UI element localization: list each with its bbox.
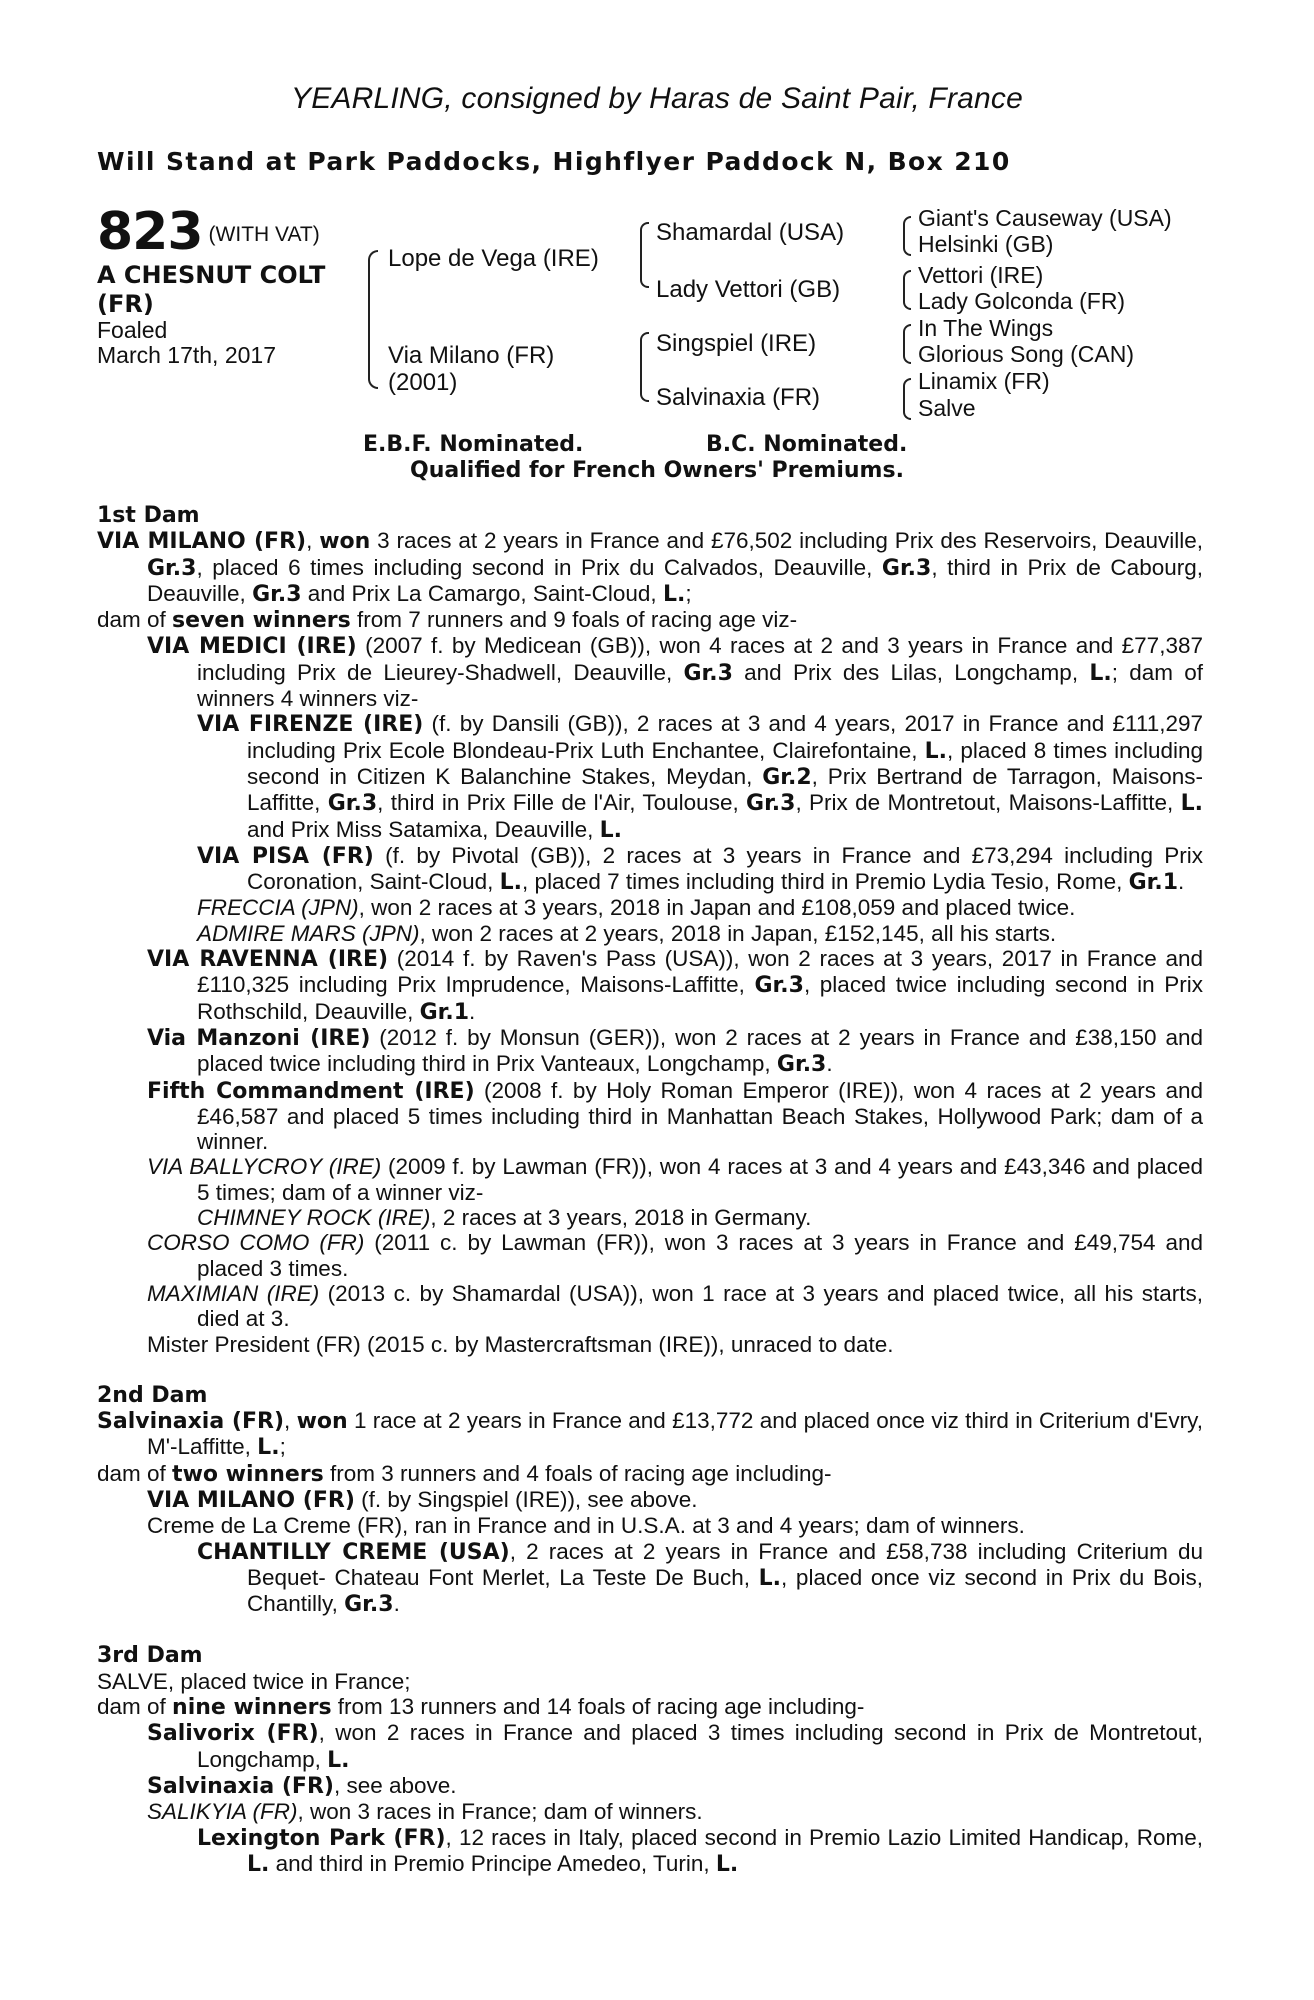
brace-g2 (903, 270, 911, 310)
pedigree-sire-dam: Lady Vettori (GB) (656, 276, 841, 303)
brace-g4 (903, 378, 911, 420)
pedigree-sire-sire: Shamardal (USA) (656, 219, 845, 246)
produce-chimney-rock: CHIMNEY ROCK (IRE), 2 races at 3 years, 2018 in Germany. (197, 1205, 812, 1231)
produce-via-ravenna: VIA RAVENNA (IRE) (2014 f. by Raven's Pass (USA)), won 2 races at 3 years, 2017 in France and £110,325 including Prix Imprudence, Maisons-Laffitte, Gr.3, placed twice including second in Prix Rothschild, Deauville, Gr.1. (147, 946, 1204, 1025)
brace-sire-dam (368, 250, 378, 389)
vat-label: (WITH VAT) (208, 223, 320, 246)
pedigree-dam: Via Milano (FR) (388, 342, 555, 369)
brace-g3 (903, 324, 911, 364)
produce-fifth-commandment: Fifth Commandment (IRE) (2008 f. by Holy Roman Emperor (IRE)), won 4 races at 2 years and £46,587 and placed 5 times including third in Manhattan Beach Stakes, Hollywood Park; dam of a winner. (147, 1077, 1203, 1155)
third-dam-produce-summary: dam of nine winners from 13 runners and 14 foals of racing age including- (97, 1694, 865, 1721)
pedigree-dam-year: (2001) (388, 369, 458, 396)
third-dam-heading: 3rd Dam (97, 1643, 203, 1669)
first-dam-entry: VIA MILANO (FR), won 3 races at 2 years in France and £76,502 including Prix des Reservoirs, Deauville, Gr.3, placed 6 times including second in Prix du Calvados, Deauville, Gr.3, third in Prix de Cabourg, Deauville, Gr.3 and Prix La Camargo, Saint-Cloud, L.; (97, 528, 1203, 607)
lot-info (97, 202, 326, 368)
produce-via-medici: VIA MEDICI (IRE) (2007 f. by Medicean (GB)), won 4 races at 2 and 3 years in France and £77,387 including Prix de Lieurey-Shadwell, Deauville, Gr.3 and Prix des Lilas, Longchamp, L.; dam of winners 4 winners viz- (147, 633, 1203, 712)
third-dam-produce-salikyia: SALIKYIA (FR), won 3 races in France; dam of winners. (147, 1799, 703, 1825)
lot-description: A CHESNUT COLT (97, 261, 326, 289)
lot-number-line (97, 202, 325, 262)
first-dam-produce-summary: dam of seven winners from 7 runners and 9 foals of racing age viz- (97, 607, 798, 634)
second-dam-produce-summary: dam of two winners from 3 runners and 4 foals of racing age including- (97, 1460, 832, 1487)
lot-origin: (FR) (97, 290, 154, 318)
ebf-nomination: E.B.F. Nominated. (363, 432, 584, 457)
pedigree-g6: Glorious Song (CAN) (918, 341, 1135, 367)
pedigree-g7: Linamix (FR) (918, 368, 1050, 394)
produce-via-pisa: VIA PISA (FR) (f. by Pivotal (GB)), 2 races at 3 years in France and £73,294 including Prix Coronation, Saint-Cloud, L., placed 7 times including third in Premio Lydia Tesio, Rome, Gr.1. (197, 842, 1203, 896)
first-dam-heading: 1st Dam (97, 503, 200, 528)
produce-corso-como: CORSO COMO (FR) (2011 c. by Lawman (FR)), won 3 races at 3 years in France and £49,754 and placed 3 times. (147, 1230, 1203, 1281)
produce-mister-president: Mister President (FR) (2015 c. by Mastercraftsman (IRE)), unraced to date. (147, 1331, 894, 1357)
pedigree-g4: Lady Golconda (FR) (918, 288, 1126, 314)
produce-via-ballycroy: VIA BALLYCROY (IRE) (2009 f. by Lawman (FR)), won 4 races at 3 and 4 years and £43,346 and placed 5 times; dam of a winner viz- (147, 1154, 1203, 1205)
pedigree-dam-sire: Singspiel (IRE) (656, 330, 817, 357)
second-dam-produce-creme: Creme de La Creme (FR), ran in France and in U.S.A. at 3 and 4 years; dam of winners. (147, 1513, 1025, 1539)
produce-freccia: FRECCIA (JPN), won 2 races at 3 years, 2018 in Japan and £108,059 and placed twice. (197, 895, 1076, 921)
produce-admire-mars: ADMIRE MARS (JPN), won 2 races at 2 years, 2018 in Japan, £152,145, all his starts. (197, 920, 1057, 946)
second-dam-heading: 2nd Dam (97, 1382, 208, 1408)
pedigree-g2: Helsinki (GB) (918, 231, 1054, 257)
premiums-qualification: Qualified for French Owners' Premiums. (410, 458, 904, 483)
brace-sire-line (640, 222, 649, 288)
pedigree-g5: In The Wings (918, 315, 1054, 341)
brace-dam-line (640, 332, 649, 402)
bc-nomination: B.C. Nominated. (706, 432, 908, 457)
brace-g1 (903, 216, 911, 256)
produce-via-manzoni: Via Manzoni (IRE) (2012 f. by Monsun (GER)), won 2 races at 2 years in France and £38,150 and placed twice including third in Prix Vanteaux, Longchamp, Gr.3. (147, 1024, 1203, 1078)
stand-location: Will Stand at Park Paddocks, Highflyer Paddock N, Box 210 (97, 147, 1011, 176)
foaled-label: Foaled (97, 317, 168, 343)
third-dam-produce-salvinaxia: Salvinaxia (FR), see above. (147, 1772, 457, 1799)
second-dam-produce-via-milano: VIA MILANO (FR) (f. by Singspiel (IRE)), see above. (147, 1486, 698, 1513)
pedigree-dam-dam: Salvinaxia (FR) (656, 384, 821, 411)
third-dam-produce-salivorix: Salivorix (FR), won 2 races in France and placed 3 times including second in Prix de Montretout, Longchamp, L. (147, 1720, 1203, 1773)
pedigree-g8: Salve (918, 395, 976, 421)
pedigree-sire: Lope de Vega (IRE) (388, 245, 599, 272)
third-dam-entry: SALVE, placed twice in France; (97, 1668, 411, 1694)
catalogue-body (97, 503, 1203, 1877)
foaled-date: March 17th, 2017 (97, 342, 277, 368)
third-dam-produce-lexington-park: Lexington Park (FR), 12 races in Italy, placed second in Premio Lazio Limited Handicap, Rome, L. and third in Premio Principe Amedeo, Turin, L. (197, 1824, 1203, 1877)
lot-number: 823 (97, 202, 203, 262)
second-dam-entry: Salvinaxia (FR), won 1 race at 2 years in France and £13,772 and placed once viz third in Criterium d'Evry, M'-Laffitte, L.; (97, 1408, 1203, 1461)
page-title: YEARLING, consigned by Haras de Saint Pair, France (290, 82, 1024, 115)
pedigree-g1: Giant's Causeway (USA) (918, 205, 1172, 231)
pedigree-g3: Vettori (IRE) (918, 262, 1044, 288)
produce-via-firenze: VIA FIRENZE (IRE) (f. by Dansili (GB)), 2 races at 3 and 4 years, 2017 in France and £111,297 including Prix Ecole Blondeau-Prix Luth Enchantee, Clairefontaine, L., placed 8 times including second in Citizen K Balanchine Stakes, Meydan, Gr.2, Prix Bertrand de Tarragon, Maisons-Laffitte, Gr.3, third in Prix Fille de l'Air, Toulouse, Gr.3, Prix de Montretout, Maisons-Laffitte, L. and Prix Miss Satamixa, Deauville, L. (197, 711, 1204, 843)
produce-maximian: MAXIMIAN (IRE) (2013 c. by Shamardal (USA)), won 1 race at 3 years and placed twice, all his starts, died at 3. (147, 1280, 1203, 1332)
second-dam-produce-chantilly-creme: CHANTILLY CREME (USA), 2 races at 2 years in France and £58,738 including Criterium du Bequet- Chateau Font Merlet, La Teste De Buch, L., placed once viz second in Prix du Bois, Chantilly, Gr.3. (197, 1538, 1203, 1618)
